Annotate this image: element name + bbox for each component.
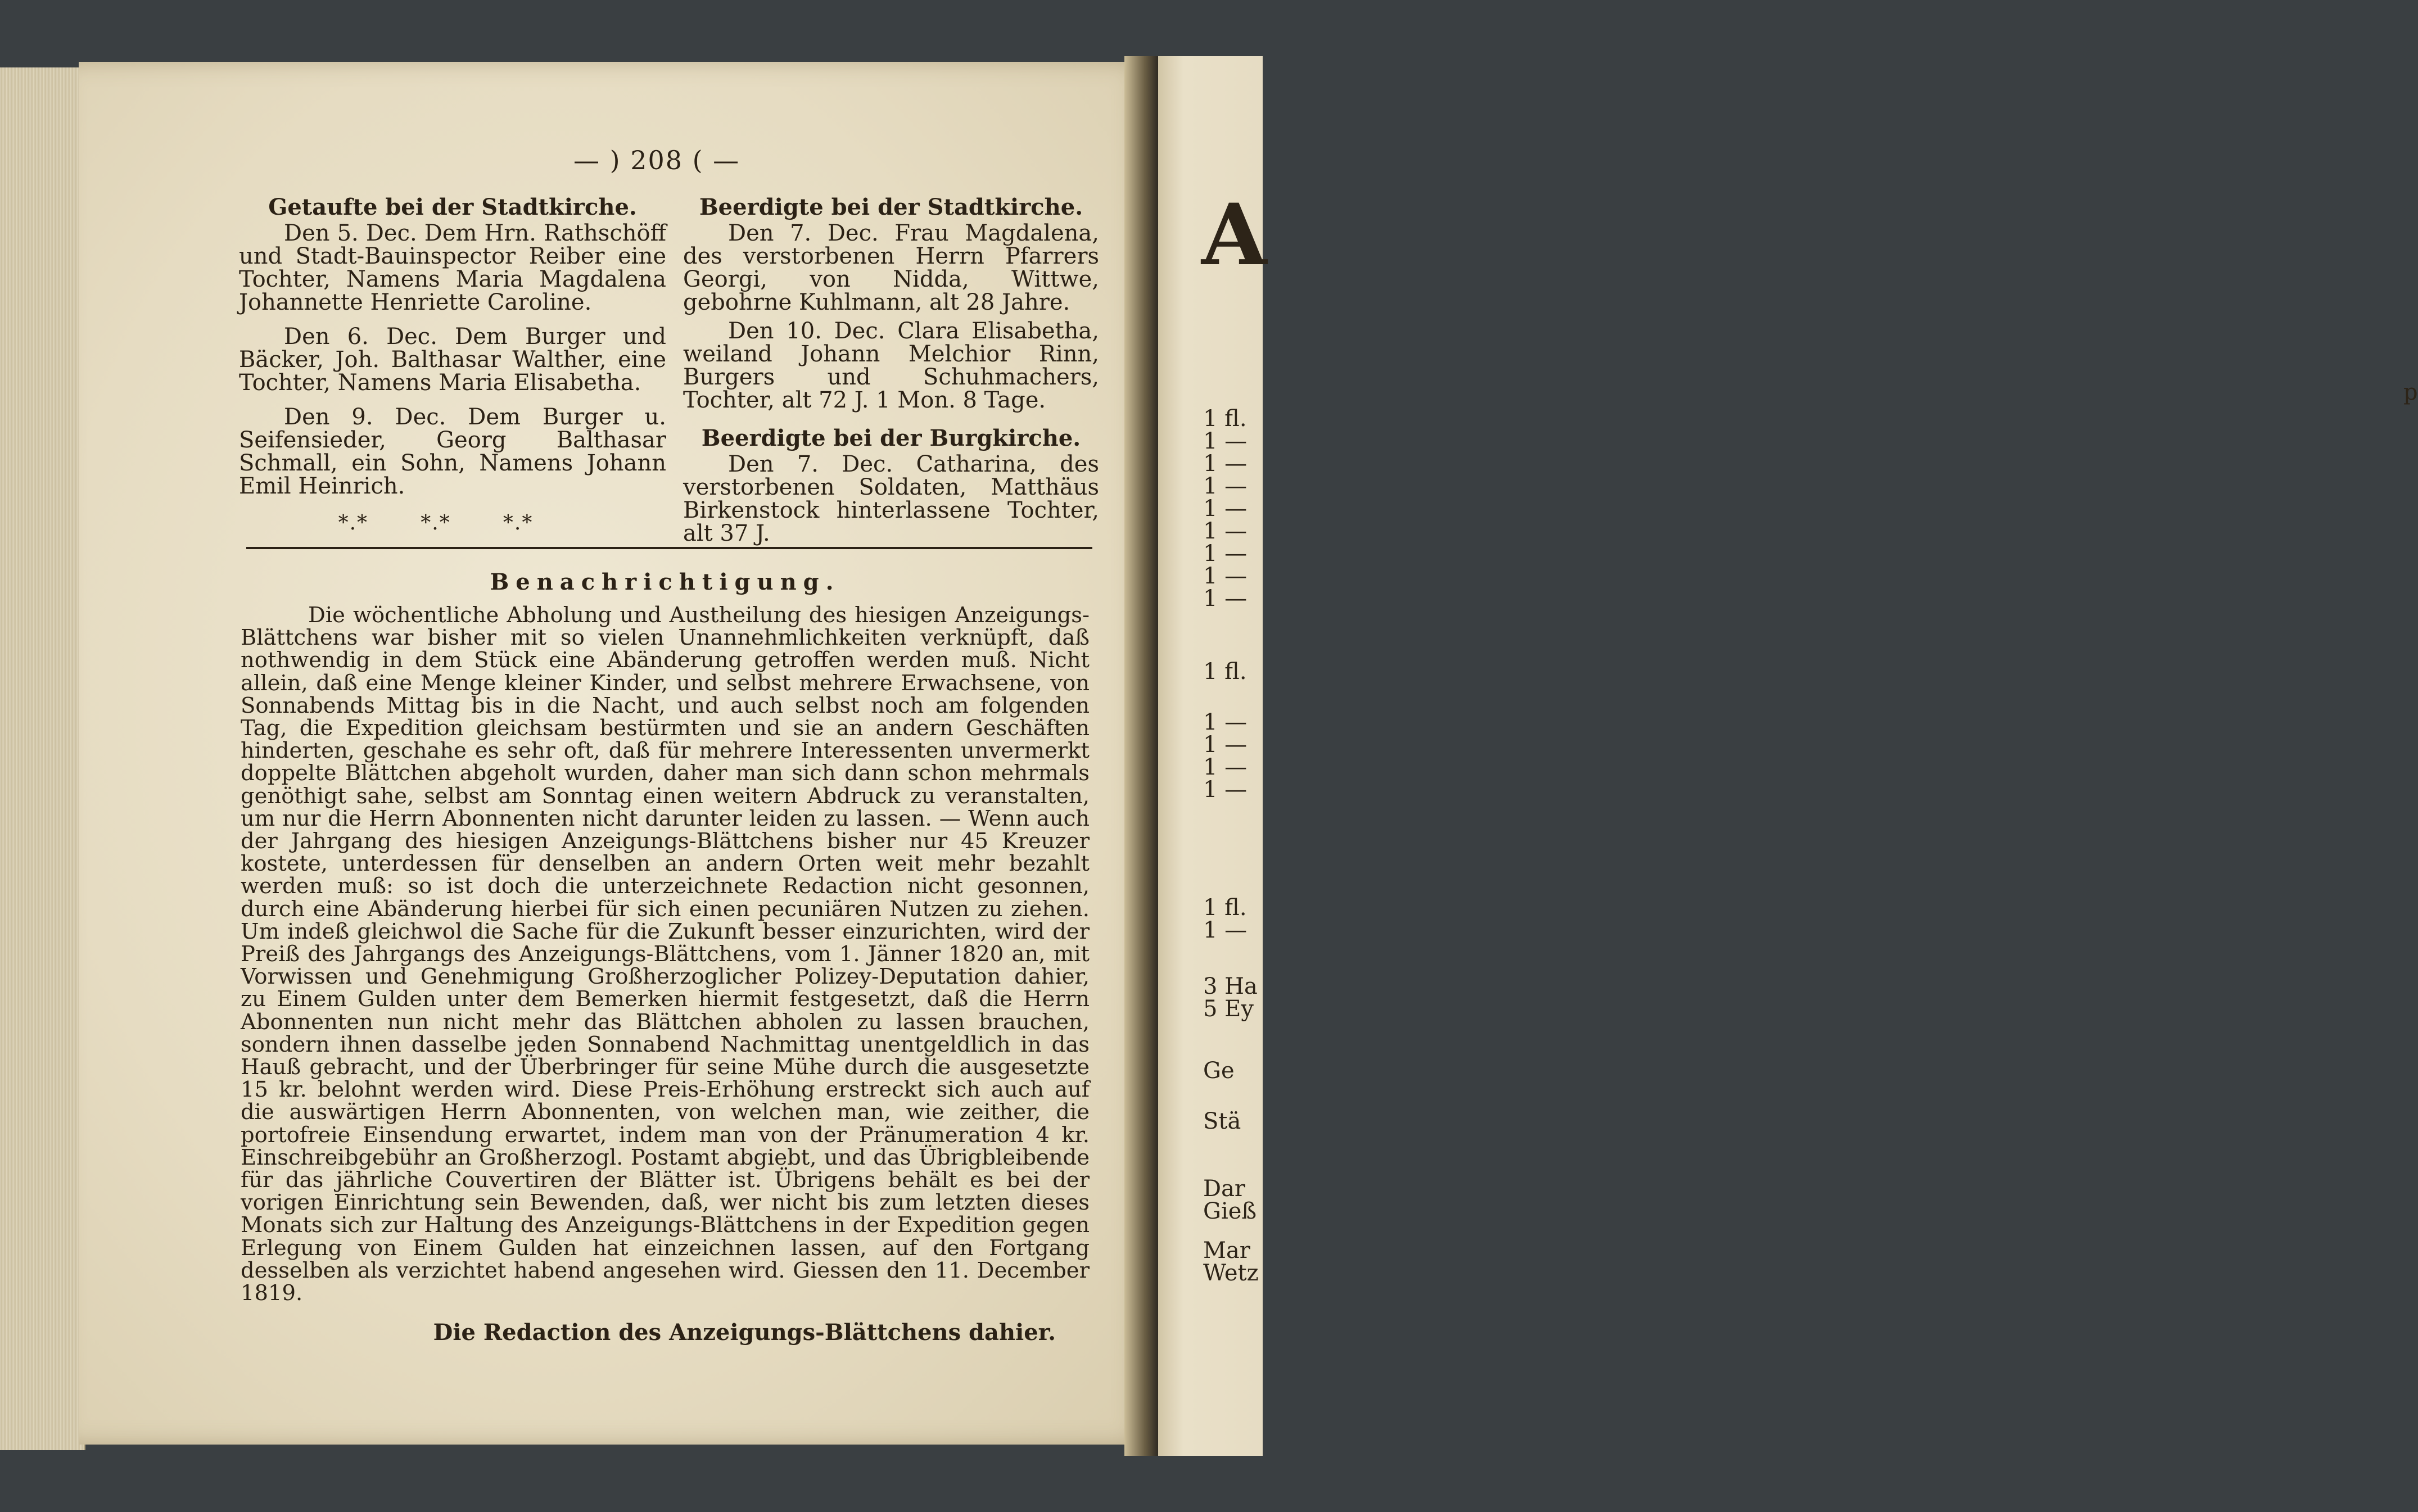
adjacent-fragment: 1 — [1203,473,1248,499]
adjacent-fragment: 1 fl. [1203,895,1247,921]
section-divider [246,547,1092,549]
baptisms-heading: Getaufte bei der Stadtkirche. [268,194,637,220]
notice-title: Benachrichtigung. [490,569,840,595]
ornament-star-group: *.* [338,511,369,535]
notice-body: Die wöchentliche Abholung und Austheilung des hiesigen Anzeigungs-Blättchens war bisher mit so vielen Unannehmlichkeiten verknüpft, daß nothwendig in dem Stück eine Abänderung getroffen werden muß. Nicht allein, daß eine Menge kleiner Kinder, und selbst mehrere Erwachsene, von Sonnabends Mittag bis in die Nacht, und auch selbst noch am folgenden Tag, die Expedition gleichsam bestürmten und sie an andern Geschäften hinderten, geschahe es sehr oft, daß für mehrere Interessenten unvermerkt doppelte Blättchen abgeholt wurden, daher man sich dann schon mehrmals genöthigt sahe, selbst am Sonntag einen weitern Abdruck zu veranstalten, um nur die Herrn Abonnenten nicht darunter leiden zu lassen. — Wenn auch der Jahrgang des hiesigen Anzeigungs-Blättchens bisher nur 45 Kreuzer kostete, unterdessen für denselben an andern Orten weit mehr bezahlt werden muß: so ist doch die unterzeichnete Redaction nicht gesonnen, durch eine Abänderung hierbei für sich einen pecuniären Nutzen zu ziehen. Um indeß gleichwol die Sache für die Zukunft besser einzurichten, wird der Preiß des Jahrgangs des Anzeigungs-Blättchens, vom 1. Jänner 1820 an, mit Vorwissen und Genehmigung Großherzoglicher Polizey-Deputation dahier, zu Einem Gulden unter dem Bemerken hiermit festgesetzt, daß die Herrn Abonnenten nun nicht mehr das Blättchen abholen zu lassen brauchen, sondern ihnen dasselbe jeden Sonnabend Nachmittag unentgeldlich in das Hauß gebracht, und der Überbringer für seine Mühe durch die ausgesetzte 15 kr. belohnt werden wird. Diese Preis-Erhöhung erstreckt sich auch auf die auswärtigen Herrn Abonnenten, von welchen man, wie zeither, die portofreie Einsendung erwartet, indem man von der Pränumeration 4 kr. Einschreibgebühr an Großherzogl. Postamt abgiebt, und das Übrigbleibende für das jährliche Couvertiren der Blätter ist. Übrigens behält es bei der vorigen Einrichtung sein Bewenden, daß, wer nicht bis zum letzten dieses Monats sich zur Haltung des Anzeigungs-Blättchens in der Expedition gegen Erlegung von Einem Gulden hat einzeichnen lassen, auf den Fortgang desselben als verzichtet habend angesehen wird. Giessen den 11. December 1819. [241,603,1090,1306]
baptism-entry: Den 5. Dec. Dem Hrn. Rathschöff und Stadt-Bauinspector Reiber eine Tochter, Namens Maria Magdalena Johannette Henriette Caroline. [239,220,666,315]
adjacent-fragment: Dar [1203,1176,1246,1202]
adjacent-fragment: Mar [1203,1238,1250,1264]
adjacent-fragment: 1 fl. [1203,406,1247,432]
adjacent-fragment: p [2403,379,2418,405]
adjacent-fragment: 1 — [1203,518,1248,544]
book-page-edges [0,67,85,1450]
adjacent-fragment: 1 — [1203,496,1248,522]
baptism-entry: Den 6. Dec. Dem Burger und Bäcker, Joh. Balthasar Walther, eine Tochter, Namens Maria Elisabetha. [239,324,666,396]
adjacent-fragment: Wetz [1203,1260,1259,1286]
adjacent-page-initial: A [1201,185,1267,284]
adjacent-fragment: 1 — [1203,917,1248,943]
adjacent-fragment: 1 — [1203,586,1248,612]
adjacent-fragment: 5 Ey [1203,996,1254,1022]
ornament-star-group: *.* [421,511,451,535]
adjacent-fragment: 1 — [1203,541,1248,567]
burials-castle-church-heading: Beerdigte bei der Burgkirche. [701,425,1081,451]
adjacent-fragment: Stä [1203,1108,1241,1134]
adjacent-fragment: 1 — [1203,451,1248,477]
adjacent-fragment: 1 — [1203,754,1248,780]
adjacent-fragment: 1 fl. [1203,659,1247,685]
ornament [312,511,559,535]
notice-section [241,569,1090,1346]
adjacent-fragment: 1 — [1203,732,1248,758]
baptism-entry: Den 9. Dec. Dem Burger u. Seifensieder, Georg Balthasar Schmall, ein Sohn, Namens Johann Emil Heinrich. [239,404,666,499]
baptisms-column [239,196,666,535]
burial-entry: Den 7. Dec. Frau Magdalena, des verstorbenen Herrn Pfarrers Georgi, von Nidda, Wittwe, gebohrne Kuhlmann, alt 28 Jahre. [683,220,1099,315]
burials-city-church-heading: Beerdigte bei der Stadtkirche. [699,194,1083,220]
adjacent-fragment: 1 — [1203,563,1248,589]
burials-column [683,196,1099,551]
book-gutter [1124,56,1158,1456]
adjacent-fragment: 1 — [1203,709,1248,735]
adjacent-fragment: 3 Ha [1203,974,1258,999]
adjacent-fragment: 1 — [1203,777,1248,803]
notice-signature: Die Redaction des Anzeigungs-Blättchens dahier. [433,1319,1056,1346]
adjacent-fragment: 1 — [1203,428,1248,454]
adjacent-page [1150,56,2418,1456]
adjacent-fragment: Ge [1203,1058,1235,1084]
burial-entry: Den 10. Dec. Clara Elisabetha, weiland Johann Melchior Rinn, Burgers und Schuhmachers, Tochter, alt 72 J. 1 Mon. 8 Tage. [683,318,1099,413]
ornament-star-group: *.* [503,511,534,535]
page-number: — ) 208 ( — [573,145,740,175]
adjacent-fragment: Gieß [1203,1198,1257,1224]
burial-entry: Den 7. Dec. Catharina, des verstorbenen Soldaten, Matthäus Birkenstock hinterlassene Tochter, alt 37 J. [683,451,1099,546]
